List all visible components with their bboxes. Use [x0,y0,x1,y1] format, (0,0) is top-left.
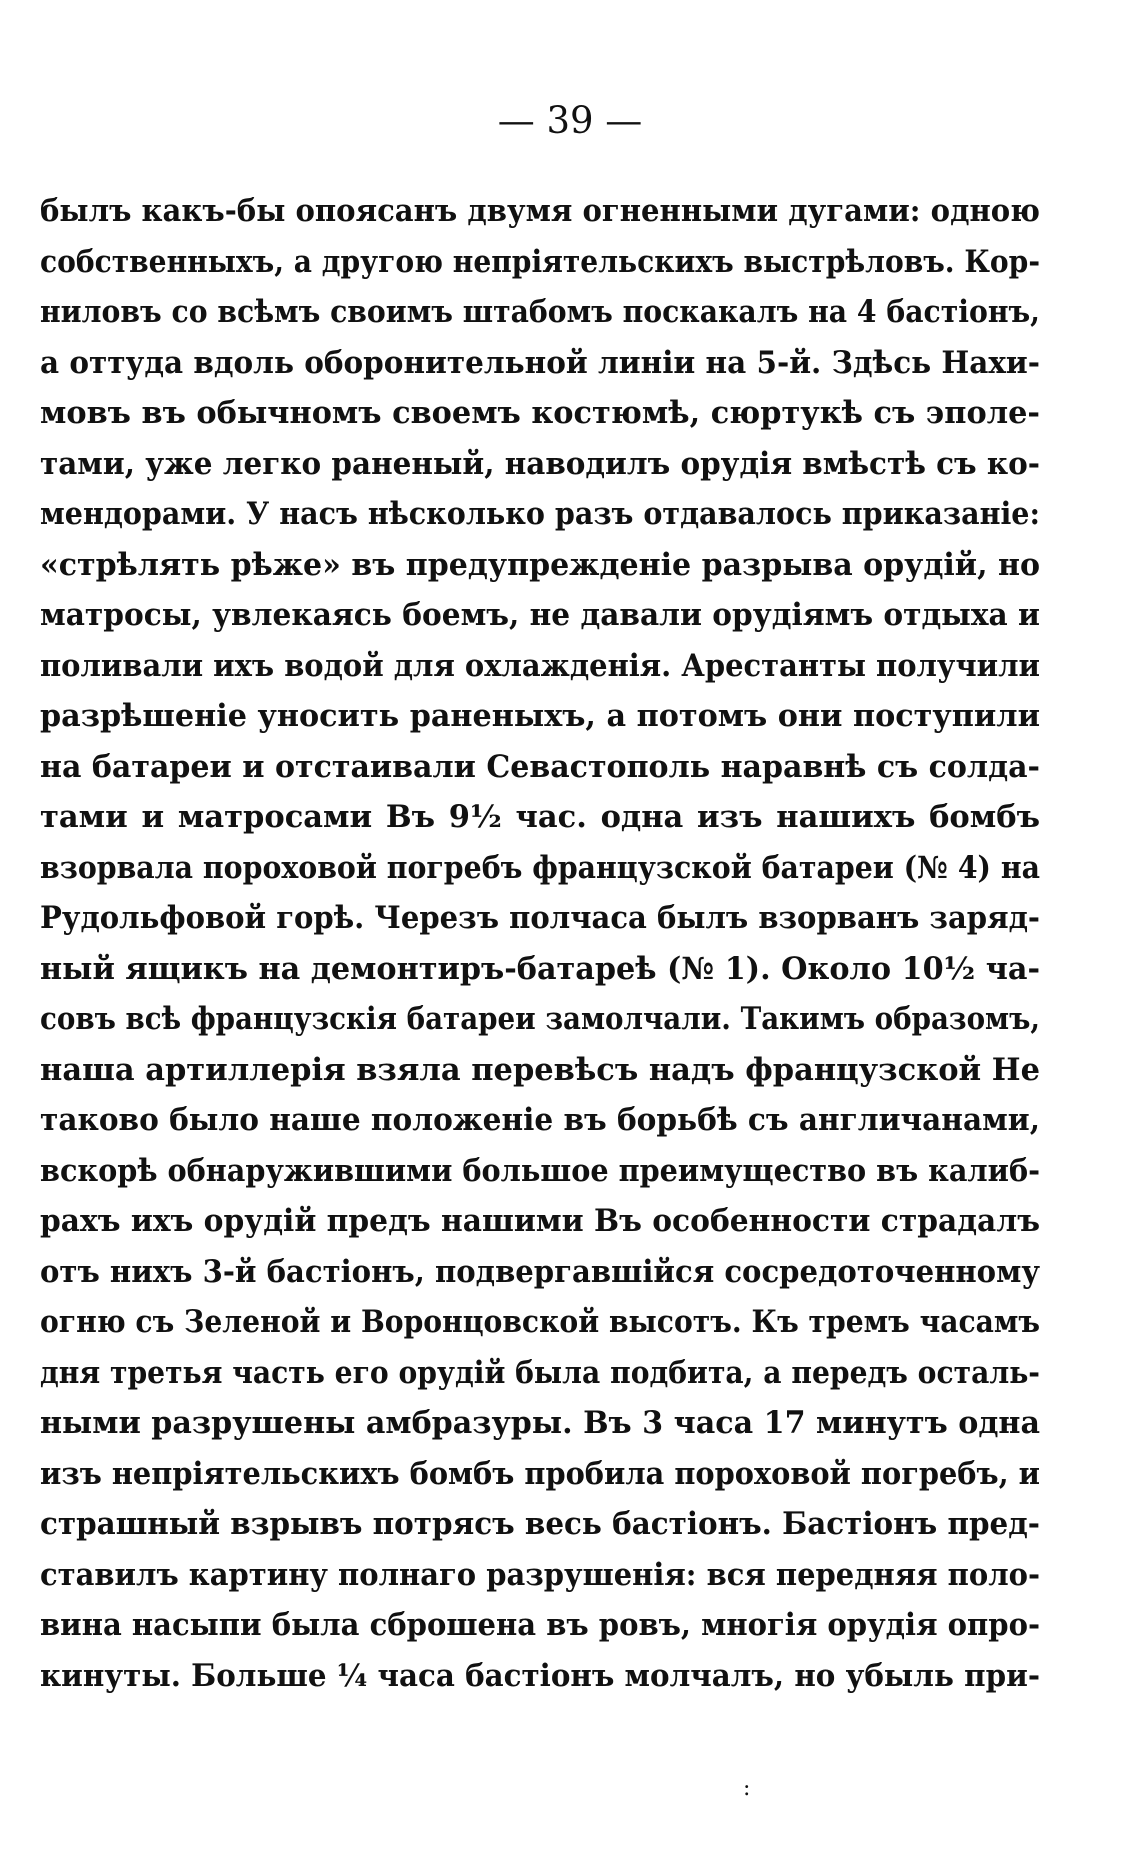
text-line: былъ какъ-бы опоясанъ двумя огненными дугами: одною [40,193,1040,229]
text-line: таково было наше положеніе въ борьбѣ съ англичанами, [40,1102,1040,1138]
text-line: мендорами. У насъ нѣсколько разъ отдавалось приказаніе: [40,496,1040,532]
text-line: тами, уже легко раненый, наводилъ орудія вмѣстѣ съ ко- [40,445,1040,482]
text-line: мовъ въ обычномъ своемъ костюмѣ, сюртукѣ съ эполе- [40,395,1040,431]
text-line: матросы, увлекаясь боемъ, не давали орудіямъ отдыха и [40,597,1040,633]
text-line: страшный взрывъ потрясъ весь бастіонъ. Бастіонъ пред- [40,1506,1040,1542]
page-number: — 39 — [497,99,643,142]
text-line: тами и матросами Въ 9½ час. одна изъ нашихъ бомбъ [40,799,1040,835]
text-line: ниловъ со всѣмъ своимъ штабомъ поскакалъ на 4 бастіонъ, [40,294,1040,330]
text-line: взорвала пороховой погребъ французской батареи (№ 4) на [40,849,1040,886]
text-line: «стрѣлять рѣже» въ предупрежденіе разрыва орудій, но [40,546,1040,583]
text-line: разрѣшеніе уносить раненыхъ, а потомъ они поступили [40,698,1040,734]
text-line: огню съ Зеленой и Воронцовской высотъ. Къ тремъ часамъ [40,1304,1040,1340]
text-line: изъ непріятельскихъ бомбъ пробила пороховой погребъ, и [40,1455,1040,1492]
text-line: рахъ ихъ орудій предъ нашими Въ особенности страдалъ [40,1203,1040,1239]
text-line: дня третья часть его орудій была подбита, а передъ осталь- [40,1354,1040,1391]
text-line: Рудольфовой горѣ. Черезъ полчаса былъ взорванъ заряд- [40,900,1040,936]
text-line: отъ нихъ 3-й бастіонъ, подвергавшійся сосредоточенному [40,1253,1040,1290]
text-line: собственныхъ, а другою непріятельскихъ выстрѣловъ. Кор- [40,243,1040,280]
text-line: ными разрушены амбразуры. Въ 3 часа 17 минутъ одна [40,1405,1040,1441]
text-line: поливали ихъ водой для охлажденія. Арестанты получили [40,647,1040,684]
text-line: ставилъ картину полнаго разрушенія: вся передняя поло- [40,1556,1040,1593]
text-line: наша артиллерія взяла перевѣсъ надъ французской Не [40,1051,1040,1088]
text-line: кинуты. Больше ¼ часа бастіонъ молчалъ, но убыль при- [40,1657,1040,1694]
body-text [40,186,1040,1701]
text-line: а оттуда вдоль оборонительной линіи на 5-й. Здѣсь Нахи- [40,344,1040,381]
text-line: на батареи и отстаивали Севастополь наравнѣ съ солда- [40,748,1040,785]
text-line: совъ всѣ французскія батареи замолчали. Такимъ образомъ, [40,1001,1040,1037]
text-line: вскорѣ обнаружившими большое преимущество въ калиб- [40,1152,1040,1189]
footer-mark: : [743,1776,751,1801]
text-line: вина насыпи была сброшена въ ровъ, многія орудія опро- [40,1607,1040,1643]
text-line: ный ящикъ на демонтиръ-батареѣ (№ 1). Около 10½ ча- [40,950,1040,987]
